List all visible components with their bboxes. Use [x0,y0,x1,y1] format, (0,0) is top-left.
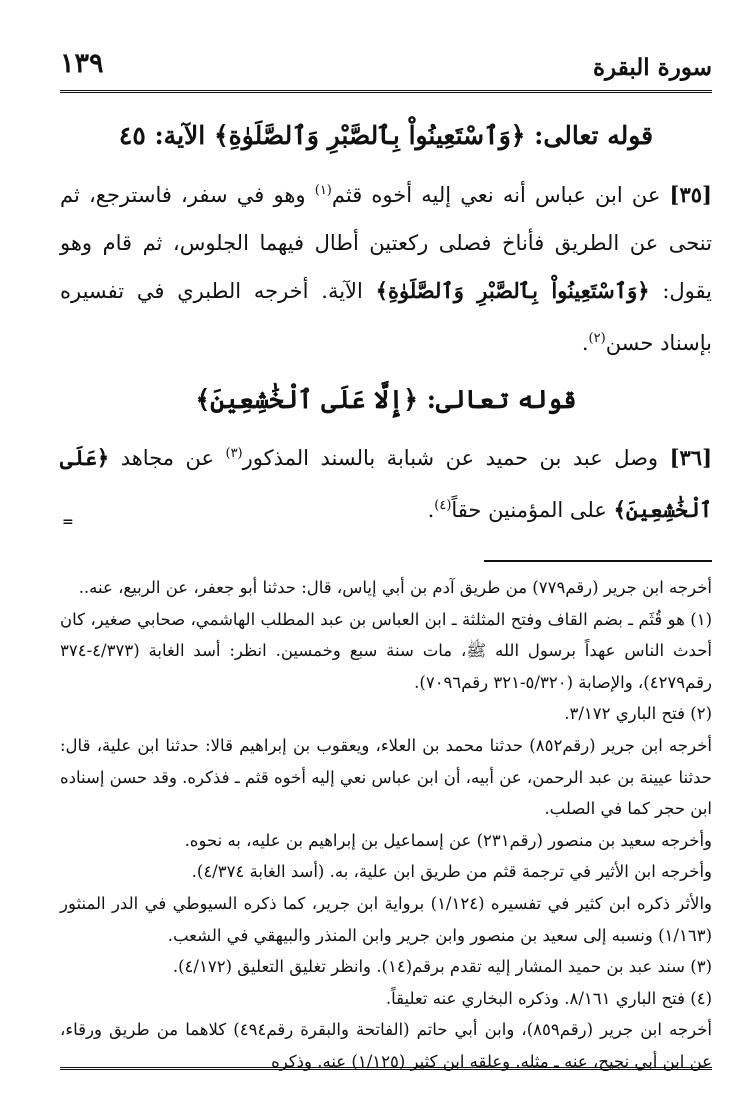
paragraph-text: الآية. أخرجه الطبري في تفسيره بإسناد حسن [60,278,712,355]
footnote-marker: (١) [314,182,332,198]
quran-verse: ﴿وَٱسْتَعِينُواْ بِٱلصَّبْرِ وَٱلصَّلَوٰةِ﴾ [375,277,650,303]
footnote-item: (٤) فتح الباري ٨/١٦١. وذكره البخاري عنه تعليقاً. [385,988,712,1008]
section-1-paragraph [60,167,712,367]
athar-number: [٣٥] [669,181,712,207]
athar-number: [٣٦] [669,445,712,470]
heading-prefix: قوله تعالى: [534,121,654,150]
footnote-item: (٣) سند عبد بن حميد المشار إليه تقدم برقم(١٤). وانظر تغليق التعليق (٤/١٧٢). [172,957,712,977]
section-1-heading [60,117,712,155]
page-number: ١٣٩ [60,48,104,79]
footnote-continuation: أخرجه ابن جرير (رقم٧٧٩) من طريق آدم بن أبي إياس، قال: حدثنا أبو جعفر، عن الربيع، عنه.. [78,578,712,597]
heading-suffix: الآية: ٤٥ [118,121,206,150]
paragraph-text: وهو في سفر، فاسترجع، ثم تنحى عن الطريق فأناخ فصلى ركعتين أطال فيهما الجلوس، ثم قام وهو يقول: [60,182,712,303]
footnote-paragraph: والأثر ذكره ابن كثير في تفسيره (١/١٢٤) برواية ابن جرير، كما ذكره السيوطي في الدر المنثور (١/١٦٣) ونسبه إلى سعيد بن منصور وابن جرير وابن المنذر والبيهقي في الشعب. [60,893,713,945]
heading-verse: ﴿وَٱسْتَعِينُواْ بِٱلصَّبْرِ وَٱلصَّلَوٰةِ﴾ [213,121,526,150]
bottom-rule [60,1067,712,1070]
footnote-item: (٢) فتح الباري ٣/١٧٢. [564,704,712,724]
paragraph-text: على المؤمنين حقاً [451,498,607,522]
paragraph-end: . [427,498,435,522]
footnotes [60,572,712,1078]
paragraph-text: وصل عبد بن حميد عن شبابة بالسند المذكور [242,446,659,470]
section-2-paragraph [60,430,712,534]
page-header [60,40,712,93]
footnote-divider [484,560,712,562]
footnote-paragraph: أخرجه ابن جرير (رقم٨٥٩)، وابن أبي حاتم (الفاتحة والبقرة رقم٤٩٤) كلاهما من طريق ورقاء، عن ابن أبي نجيح، عنه ـ مثله. وعلقه ابن كثير (١/١٢٥) عنه. وذكره [60,1020,713,1071]
heading-verse: ﴿إِلَّا عَلَى ٱلْخَٰشِعِينَ﴾ [195,384,418,414]
paragraph-text: عن مجاهد [120,446,214,470]
continuation-mark: = [62,514,74,530]
book-page [60,40,712,1080]
footnote-marker: (٢) [588,330,606,346]
section-2-heading [60,381,712,419]
surah-title: سورة البقرة [592,54,712,81]
footnote-paragraph: وأخرجه سعيد بن منصور (رقم٢٣١) عن إسماعيل بن إبراهيم بن عليه، به نحوه. [184,830,712,850]
footnote-paragraph: وأخرجه ابن الأثير في ترجمة قثم من طريق ابن علية، به. (أسد الغابة ٤/٣٧٤). [191,862,712,882]
heading-prefix: قوله تعالى: [426,384,577,414]
footnote-marker: (٤) [434,498,452,513]
footnote-marker: (٣) [225,446,243,461]
footnote-item: (١) هو قُثَم ـ بضم القاف وفتح المثلثة ـ ابن العباس بن عبد المطلب الهاشمي، صحابي صغير، كان أحدث الناس عهداً برسول الله ﷺ، مات سنة سبع وخمسين. انظر: أسد الغابة (٤/٣٧٣-٣٧٤ رقم٤٢٧٩)، والإصابة (٥/٣٢٠-٣٢١ رقم٧٠٩٦). [60,609,712,692]
quran-verse: ﴿عَلَى ٱلْخَٰشِعِينَ﴾ [60,445,712,522]
footnote-paragraph: أخرجه ابن جرير (رقم٨٥٢) حدثنا محمد بن العلاء، ويعقوب بن إبراهيم قالا: حدثنا ابن علية، قال: حدثنا عيينة بن عبد الرحمن، عن أبيه، أن ابن عباس نعي إليه أخوه قثم ـ فذكره. وقد حسن إسناده ابن حجر كما في الصلب. [60,735,712,819]
paragraph-text: عن ابن عباس أنه نعي إليه أخوه قثم [331,182,661,207]
paragraph-end: . [581,330,589,355]
